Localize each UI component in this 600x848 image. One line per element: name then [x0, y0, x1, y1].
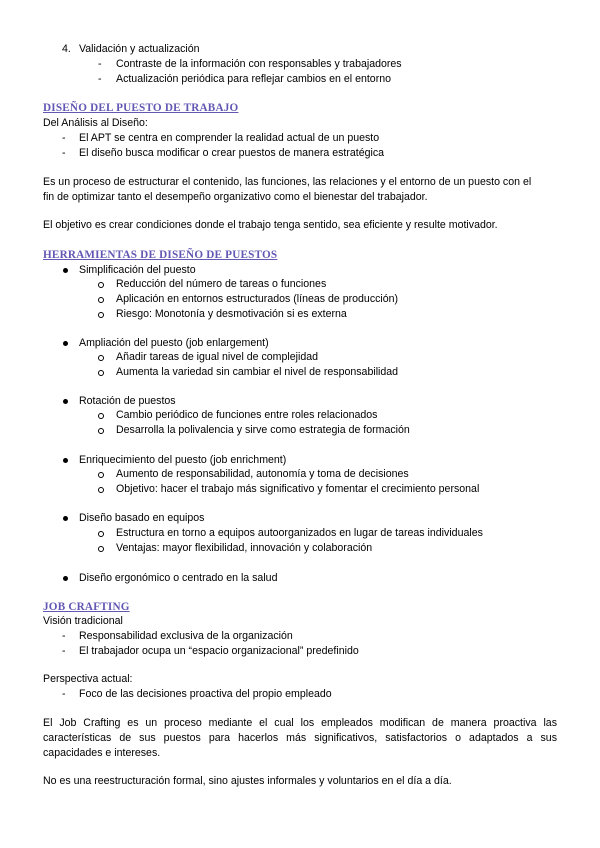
tool-title: Rotación de puestos	[79, 395, 176, 407]
list-item: El trabajador ocupa un “espacio organizacional” predefinido	[79, 645, 359, 657]
tool-item: Estructura en torno a equipos autoorganizados en lugar de tareas individuales	[116, 527, 483, 539]
bullet-marker	[63, 458, 68, 463]
list-item: Actualización periódica para reflejar cambios en el entorno	[116, 73, 392, 85]
circle-marker	[98, 312, 104, 318]
tool-item: Ventajas: mayor flexibilidad, innovación y colaboración	[116, 542, 373, 554]
paragraph: El objetivo es crear condiciones donde el trabajo tenga sentido, sea eficiente y resulte motivador.	[43, 219, 498, 231]
tool-title: Simplificación del puesto	[79, 264, 196, 276]
bullet-marker	[63, 341, 68, 346]
paragraph-line: fin de optimizar tanto el desempeño organizativo como el bienestar del trabajador.	[43, 191, 428, 203]
tool-item: Cambio periódico de funciones entre roles relacionados	[116, 409, 378, 421]
tool-item: Desarrolla la polivalencia y sirve como estrategia de formación	[116, 424, 410, 436]
tool-item: Objetivo: hacer el trabajo más significativo y fomentar el crecimiento personal	[116, 483, 480, 495]
paragraph-line: capacidades e intereses.	[43, 747, 161, 759]
circle-marker	[98, 472, 104, 478]
tool-item: Añadir tareas de igual nivel de complejidad	[116, 351, 318, 363]
bullet-marker	[63, 576, 68, 581]
dash-marker: -	[98, 73, 102, 85]
section-heading-herramientas: HERRAMIENTAS DE DISEÑO DE PUESTOS	[43, 249, 278, 261]
tool-title: Diseño basado en equipos	[79, 512, 205, 524]
tool-item: Riesgo: Monotonía y desmotivación si es externa	[116, 308, 347, 320]
paragraph-line: características de sus puestos para hacerlos más significativos, satisfactorios o adaptados a sus	[43, 732, 557, 744]
list-item: Contraste de la información con responsables y trabajadores	[116, 58, 402, 70]
tool-item: Aumenta la variedad sin cambiar el nivel de responsabilidad	[116, 366, 399, 378]
dash-marker: -	[62, 147, 66, 159]
paragraph-line: El Job Crafting es un proceso mediante el cual los empleados modifican de manera proactiva las	[43, 717, 557, 729]
paragraph-line: Es un proceso de estructurar el contenido, las funciones, las relaciones y el entorno de un puesto con el	[43, 176, 532, 188]
dash-marker: -	[62, 132, 66, 144]
circle-marker	[98, 282, 104, 288]
circle-marker	[98, 428, 104, 434]
dash-marker: -	[62, 645, 66, 657]
circle-marker	[98, 487, 104, 493]
list-item-title: Validación y actualización	[79, 43, 200, 55]
tool-title: Ampliación del puesto (job enlargement)	[79, 337, 269, 349]
tool-item: Aplicación en entornos estructurados (líneas de producción)	[116, 293, 399, 305]
circle-marker	[98, 531, 104, 537]
list-number: 4.	[62, 43, 71, 55]
section-heading-job-crafting: JOB CRAFTING	[43, 601, 130, 613]
tool-title: Enriquecimiento del puesto (job enrichment)	[79, 454, 287, 466]
subsection-label: Visión tradicional	[43, 615, 123, 627]
list-item: Responsabilidad exclusiva de la organización	[79, 630, 293, 642]
circle-marker	[98, 413, 104, 419]
subsection-label: Perspectiva actual:	[43, 673, 133, 685]
dash-marker: -	[62, 630, 66, 642]
list-item: El APT se centra en comprender la realidad actual de un puesto	[79, 132, 380, 144]
list-item: El diseño busca modificar o crear puestos de manera estratégica	[79, 147, 385, 159]
circle-marker	[98, 546, 104, 552]
dash-marker: -	[62, 688, 66, 700]
dash-marker: -	[98, 58, 102, 70]
bullet-marker	[63, 399, 68, 404]
circle-marker	[98, 297, 104, 303]
bullet-marker	[63, 516, 68, 521]
bullet-marker	[63, 268, 68, 273]
list-item: Foco de las decisiones proactiva del propio empleado	[79, 688, 332, 700]
section-heading-diseno: DISEÑO DEL PUESTO DE TRABAJO	[43, 102, 239, 114]
circle-marker	[98, 355, 104, 361]
circle-marker	[98, 370, 104, 376]
section-intro: Del Análisis al Diseño:	[43, 117, 148, 129]
paragraph: No es una reestructuración formal, sino ajustes informales y voluntarios en el día a día.	[43, 775, 452, 787]
tool-item: Reducción del número de tareas o funciones	[116, 278, 327, 290]
tool-title: Diseño ergonómico o centrado en la salud	[79, 572, 278, 584]
tool-item: Aumento de responsabilidad, autonomía y toma de decisiones	[116, 468, 409, 480]
